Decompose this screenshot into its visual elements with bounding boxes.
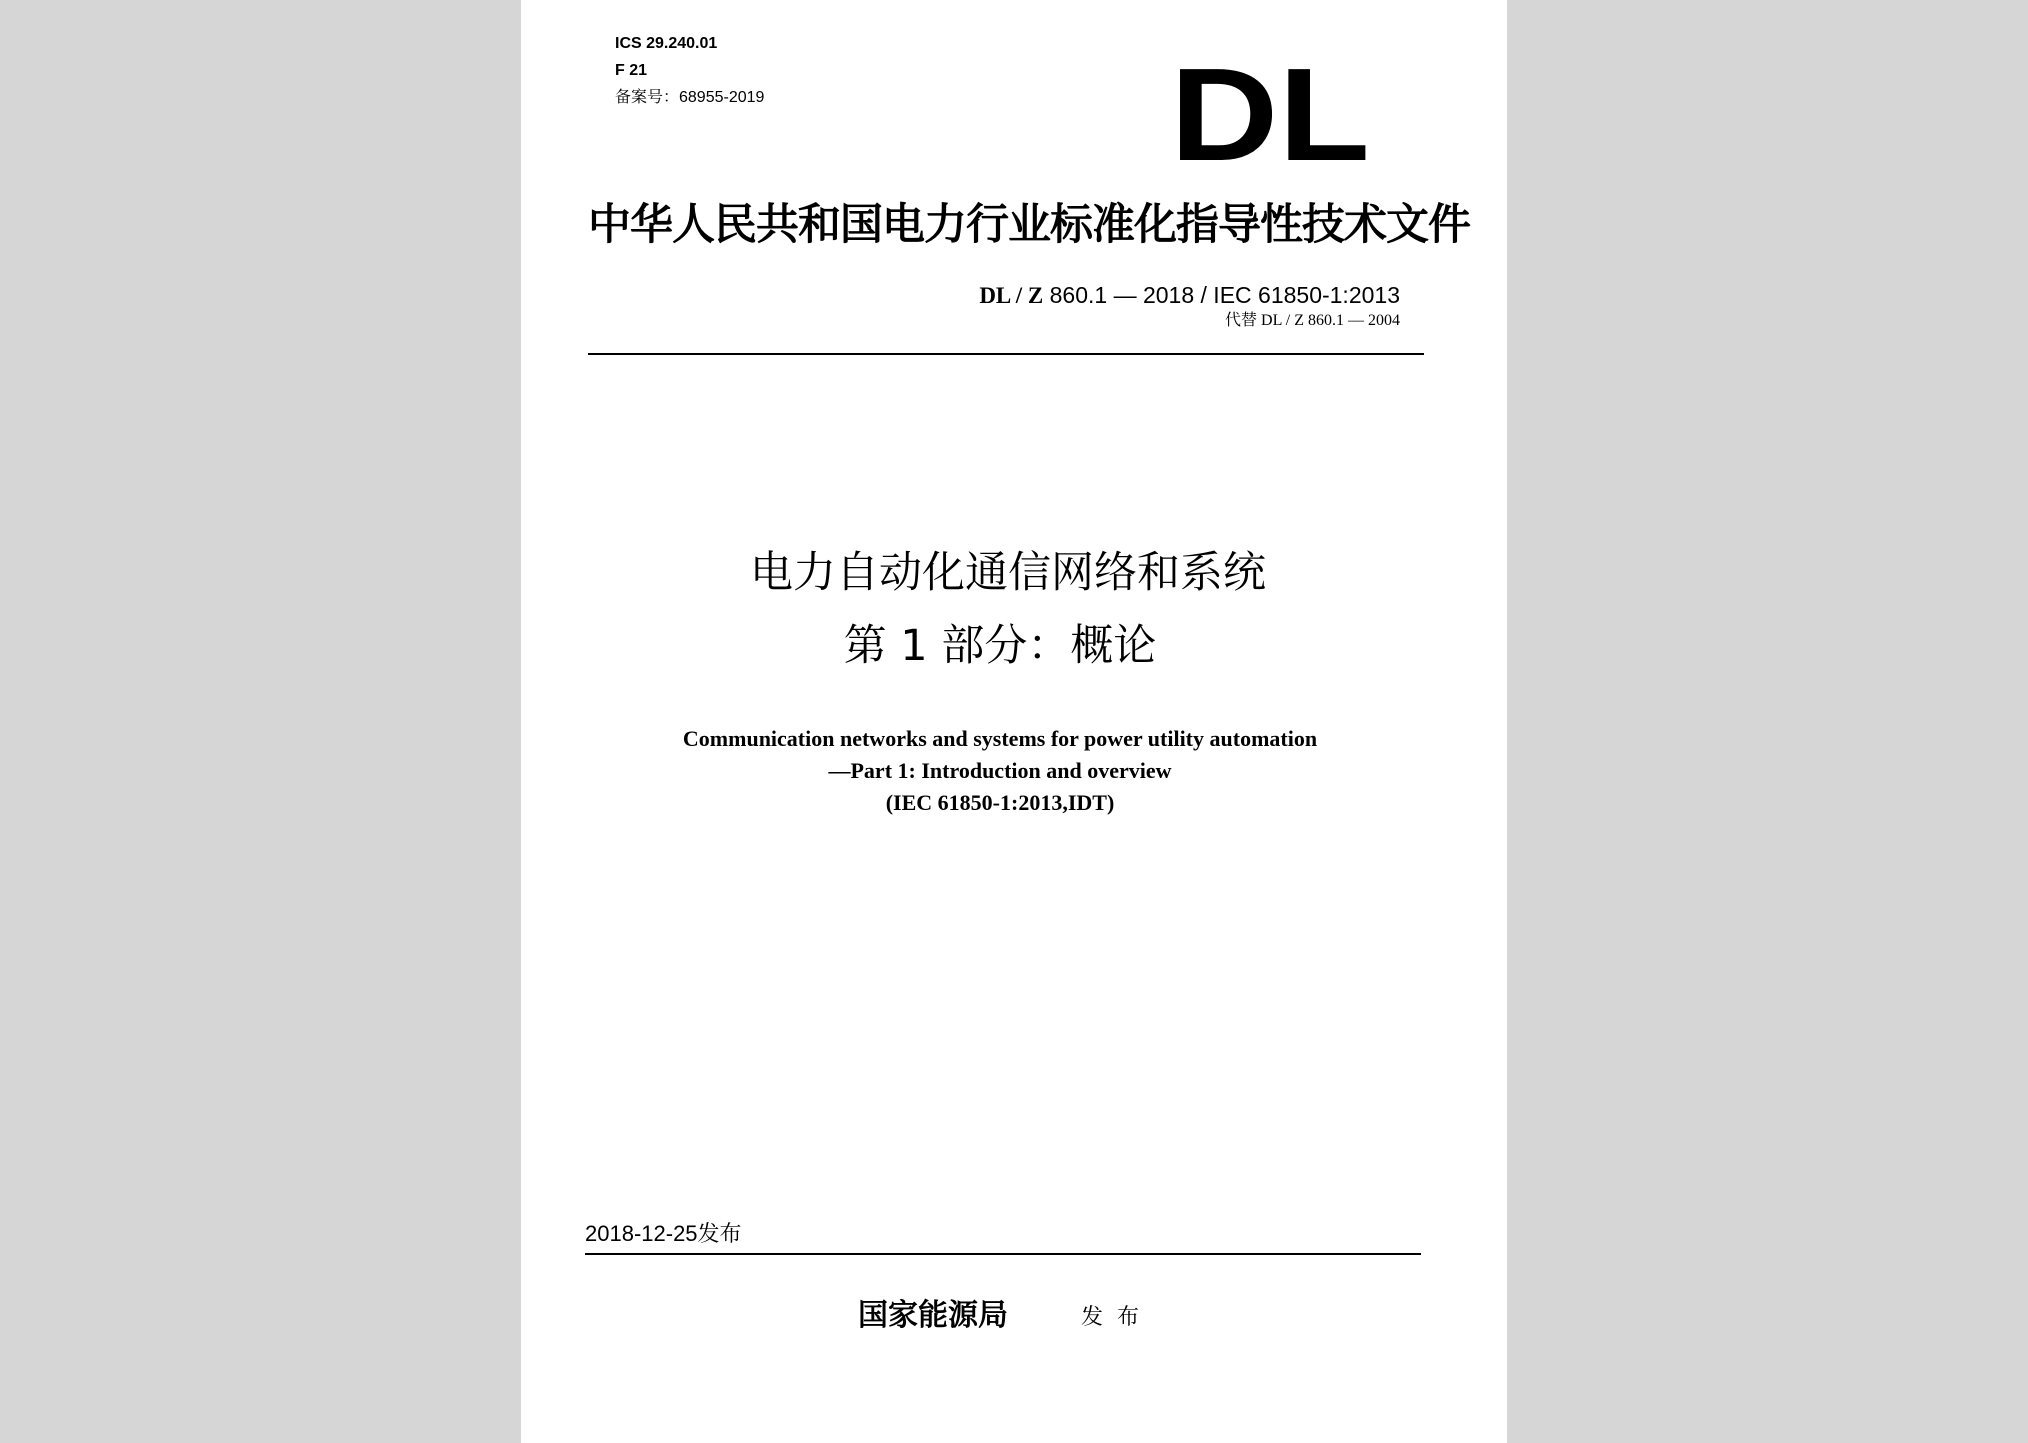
title-zh-line1: 电力自动化通信网络和系统 bbox=[750, 548, 1266, 598]
header-title: 中华人民共和国电力行业标准化指导性技术文件 bbox=[588, 200, 1470, 250]
ics-code: ICS 29.240.01 bbox=[615, 35, 718, 52]
title-en-line1: Communication networks and systems for power utility automation bbox=[682, 726, 1318, 751]
header-divider bbox=[588, 353, 1424, 355]
title-en-line3: (IEC 61850-1:2013,IDT) bbox=[885, 790, 1115, 815]
footer-divider bbox=[585, 1253, 1421, 1255]
dl-logo bbox=[1170, 64, 1370, 160]
classification-code: F 21 bbox=[615, 62, 648, 79]
issue-date: 2018-12-25发布 bbox=[585, 1221, 742, 1246]
standard-code bbox=[979, 280, 1400, 311]
publish-label: 发布 bbox=[1081, 1305, 1154, 1330]
document-page bbox=[521, 0, 1507, 1443]
dl-logo-text: DL bbox=[1170, 64, 1370, 160]
title-zh-line2: 第 1 部分：概论 bbox=[843, 621, 1157, 671]
issuer-name: 国家能源局 bbox=[858, 1298, 1008, 1333]
standard-code-prefix: DL / Z bbox=[979, 283, 1044, 308]
standard-code-number: 860.1 — 2018 / IEC 61850-1:2013 bbox=[1049, 282, 1400, 308]
record-number: 备案号：68955-2019 bbox=[615, 89, 765, 106]
title-en-line2: —Part 1: Introduction and overview bbox=[828, 758, 1172, 783]
replaces-standard: 代替 DL / Z 860.1 — 2004 bbox=[1225, 312, 1400, 329]
